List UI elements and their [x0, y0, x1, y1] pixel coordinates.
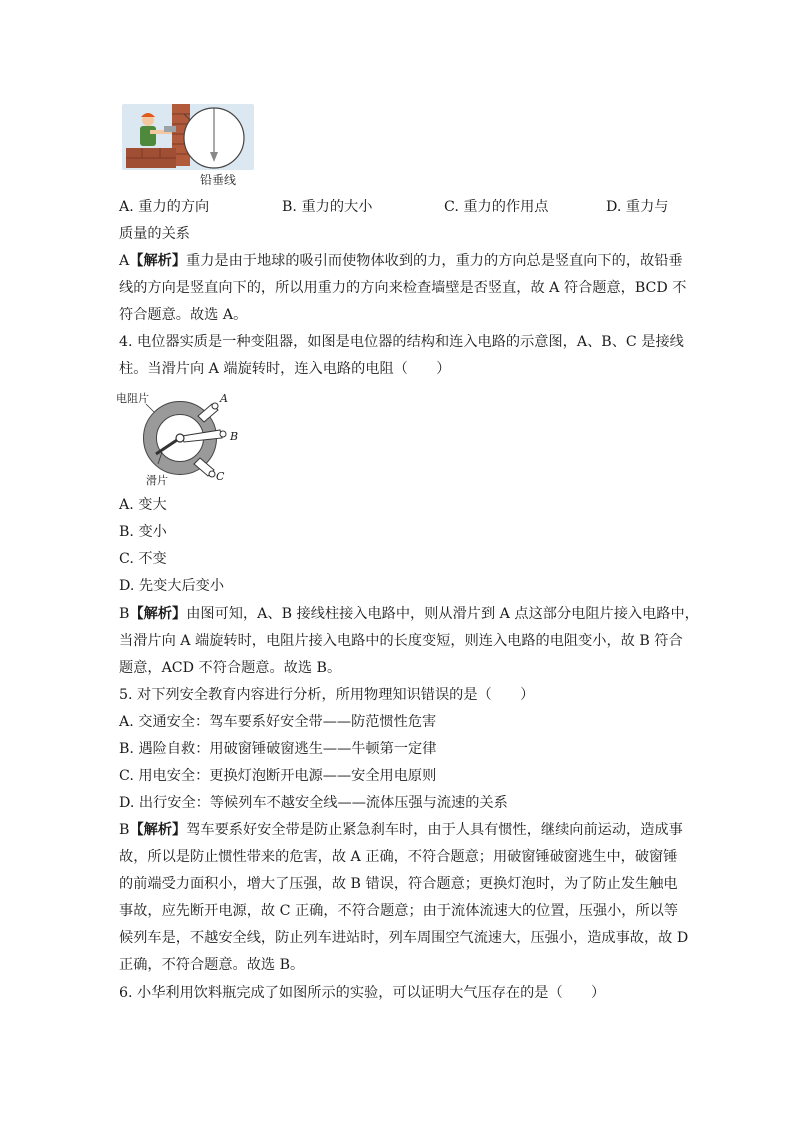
- q3-options-row: [119, 197, 679, 217]
- q5-answer-line4: 事故，应先断开电源，故 C 正确，不符合题意；由于流体流速大的位置，压强小，所以等: [119, 903, 679, 919]
- q4-option-c: C. 不变: [119, 551, 167, 567]
- label-b: B: [230, 430, 239, 443]
- q3-option-a: A. 重力的方向: [119, 199, 210, 215]
- q6-stem: 6. 小华利用饮料瓶完成了如图所示的实验，可以证明大气压存在的是（ ）: [119, 985, 606, 1001]
- q4-answer-letter: B: [119, 606, 130, 622]
- label-a: A: [220, 392, 228, 405]
- q5-answer-line5: 候列车是，不越安全线，防止列车进站时，列车周围空气流速大，压强小，造成事故，故 D: [119, 930, 689, 946]
- q3-answer-line3: 符合题意。故选 A。: [119, 307, 248, 323]
- q5-answer-letter: B: [119, 822, 130, 838]
- q3-options-continuation: 质量的关系: [119, 226, 190, 242]
- q3-answer-tag: 【解析】: [129, 253, 187, 269]
- q3-answer-line2: 线的方向是竖直向下的，所以用重力的方向来检查墙壁是否竖直，故 A 符合题意，BCD 不: [119, 280, 687, 296]
- q5-answer-line3: 的前端受力面积小，增大了压强，故 B 错误，符合题意；更换灯泡时，为了防止发生触电: [119, 876, 678, 892]
- q4-option-d: D. 先变大后变小: [119, 578, 225, 594]
- q3-answer-letter: A: [119, 253, 130, 269]
- q3-option-b: B. 重力的大小: [282, 199, 373, 215]
- q5-answer-line1: [119, 820, 683, 840]
- q4-answer-line1: [119, 604, 699, 624]
- q5-option-c: C. 用电安全：更换灯泡断开电源——安全用电原则: [119, 768, 437, 784]
- q4-option-b: B. 变小: [119, 524, 167, 540]
- q4-option-a: A. 变大: [119, 497, 167, 513]
- q4-answer-tag: 【解析】: [129, 606, 187, 622]
- q3-answer-text1: 重力是由于地球的吸引而使物体收到的力，重力的方向总是竖直向下的，故铅垂: [186, 253, 683, 269]
- q5-answer-text1: 驾车要系好安全带是防止紧急刹车时，由于人具有惯性，继续向前运动，造成事: [186, 822, 683, 838]
- figure1-caption: 铅垂线: [200, 173, 237, 187]
- label-c: C: [216, 470, 225, 483]
- q5-option-b: B. 遇险自救：用破窗锤破窗逃生——牛顿第一定律: [119, 741, 437, 757]
- q5-option-d: D. 出行安全：等候列车不越安全线——流体压强与流速的关系: [119, 795, 508, 811]
- q4-stem-line2: 柱。当滑片向 A 端旋转时，连入电路的电阻（ ）: [119, 361, 451, 377]
- label-resistor: 电阻片: [116, 392, 149, 405]
- q5-answer-line6: 正确，不符合题意。故选 B。: [119, 957, 305, 973]
- slider-arm: [156, 434, 184, 454]
- q5-answer-line2: 故，所以是防止惯性带来的危害，故 A 正确，不符合题意；用破窗锤破窗逃生中，破窗锤: [119, 849, 678, 865]
- q5-answer-tag: 【解析】: [129, 822, 187, 838]
- q3-answer-line1: [119, 251, 683, 271]
- q4-stem-line1: 4. 电位器实质是一种变阻器，如图是电位器的结构和连入电路的示意图，A、B、C 是接线: [119, 334, 684, 350]
- magnifier-inset: [184, 108, 244, 168]
- q4-answer-line3: 题意，ACD 不符合题意。故选 B。: [119, 660, 342, 676]
- q3-option-d: D. 重力与: [606, 199, 669, 215]
- label-slider: 滑片: [146, 474, 168, 487]
- plumb-line-figure: [120, 100, 256, 190]
- q4-answer-text1: 由图可知，A、B 接线柱接入电路中，则从滑片到 A 点这部分电阻片接入电路中，: [186, 606, 699, 622]
- q4-answer-line2: 当滑片向 A 端旋转时，电阻片接入电路中的长度变短，则连入电路的电阻变小，故 B 符合: [119, 633, 683, 649]
- potentiometer-figure: [116, 388, 256, 488]
- q5-option-a: A. 交通安全：驾车要系好安全带——防范惯性危害: [119, 714, 437, 730]
- resistor-leader-line: [146, 404, 154, 412]
- q5-stem: 5. 对下列安全教育内容进行分析，所用物理知识错误的是（ ）: [119, 687, 535, 703]
- q3-option-c: C. 重力的作用点: [444, 199, 549, 215]
